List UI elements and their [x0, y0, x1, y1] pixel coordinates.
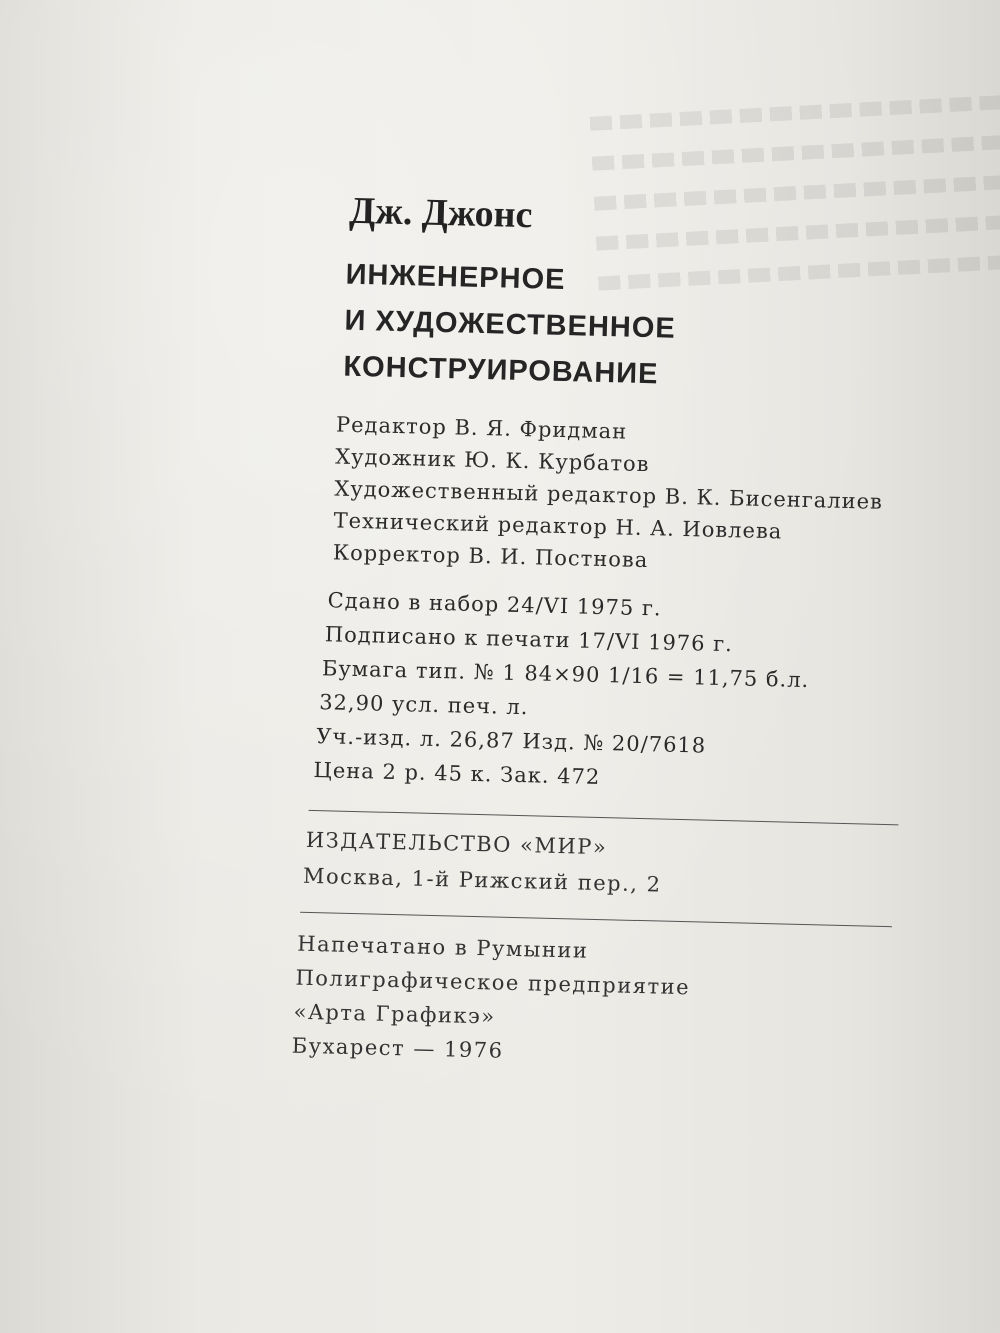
- book-title-line: КОНСТРУИРОВАНИЕ: [343, 350, 659, 391]
- separator-rule: [309, 810, 899, 825]
- bleed-through-line: [590, 255, 1000, 291]
- printing-line: «Арта Графикэ»: [293, 999, 496, 1029]
- publisher-name: ИЗДАТЕЛЬСТВО «МИР»: [305, 827, 608, 860]
- printing-line: Бухарест — 1976: [291, 1033, 504, 1063]
- publication-line: 32,90 усл. печ. л.: [318, 690, 529, 720]
- printing-line: Полиграфическое предприятие: [295, 965, 691, 1000]
- separator-rule: [300, 912, 892, 927]
- book-title-line: И ХУДОЖЕСТВЕННОЕ: [344, 304, 677, 345]
- publication-line: Уч.-изд. л. 26,87 Изд. № 20/7618: [316, 724, 707, 758]
- bleed-through-heading: [580, 69, 999, 91]
- author-name: Дж. Джонс: [348, 189, 533, 237]
- credit-line: Художник Ю. К. Курбатов: [334, 444, 650, 477]
- publication-line: Подписано к печати 17/VI 1976 г.: [324, 622, 734, 657]
- imprint-block: [291, 180, 940, 1063]
- credit-line: Технический редактор Н. А. Иовлева: [333, 508, 783, 544]
- bleed-through-line: [582, 95, 1000, 131]
- credit-line: Редактор В. Я. Фридман: [335, 412, 628, 444]
- publisher-address: Москва, 1-й Рижский пер., 2: [302, 863, 662, 897]
- publication-line: Сдано в набор 24/VI 1975 г.: [327, 588, 662, 621]
- printing-line: Напечатано в Румынии: [297, 931, 589, 963]
- credit-line: Корректор В. И. Постнова: [332, 540, 649, 573]
- publication-line: Бумага тип. № 1 84×90 1/16 = 11,75 б.л.: [321, 656, 810, 693]
- publication-line: Цена 2 р. 45 к. Зак. 472: [313, 758, 601, 790]
- bleed-through-line: [586, 175, 1000, 211]
- bleed-through-line: [588, 215, 1000, 251]
- book-title-line: ИНЖЕНЕРНОЕ: [345, 258, 566, 297]
- credit-line: Художественный редактор В. К. Бисенгалиев: [334, 476, 884, 514]
- bleed-through-line: [584, 135, 1000, 171]
- bleed-through-text: [580, 69, 1000, 470]
